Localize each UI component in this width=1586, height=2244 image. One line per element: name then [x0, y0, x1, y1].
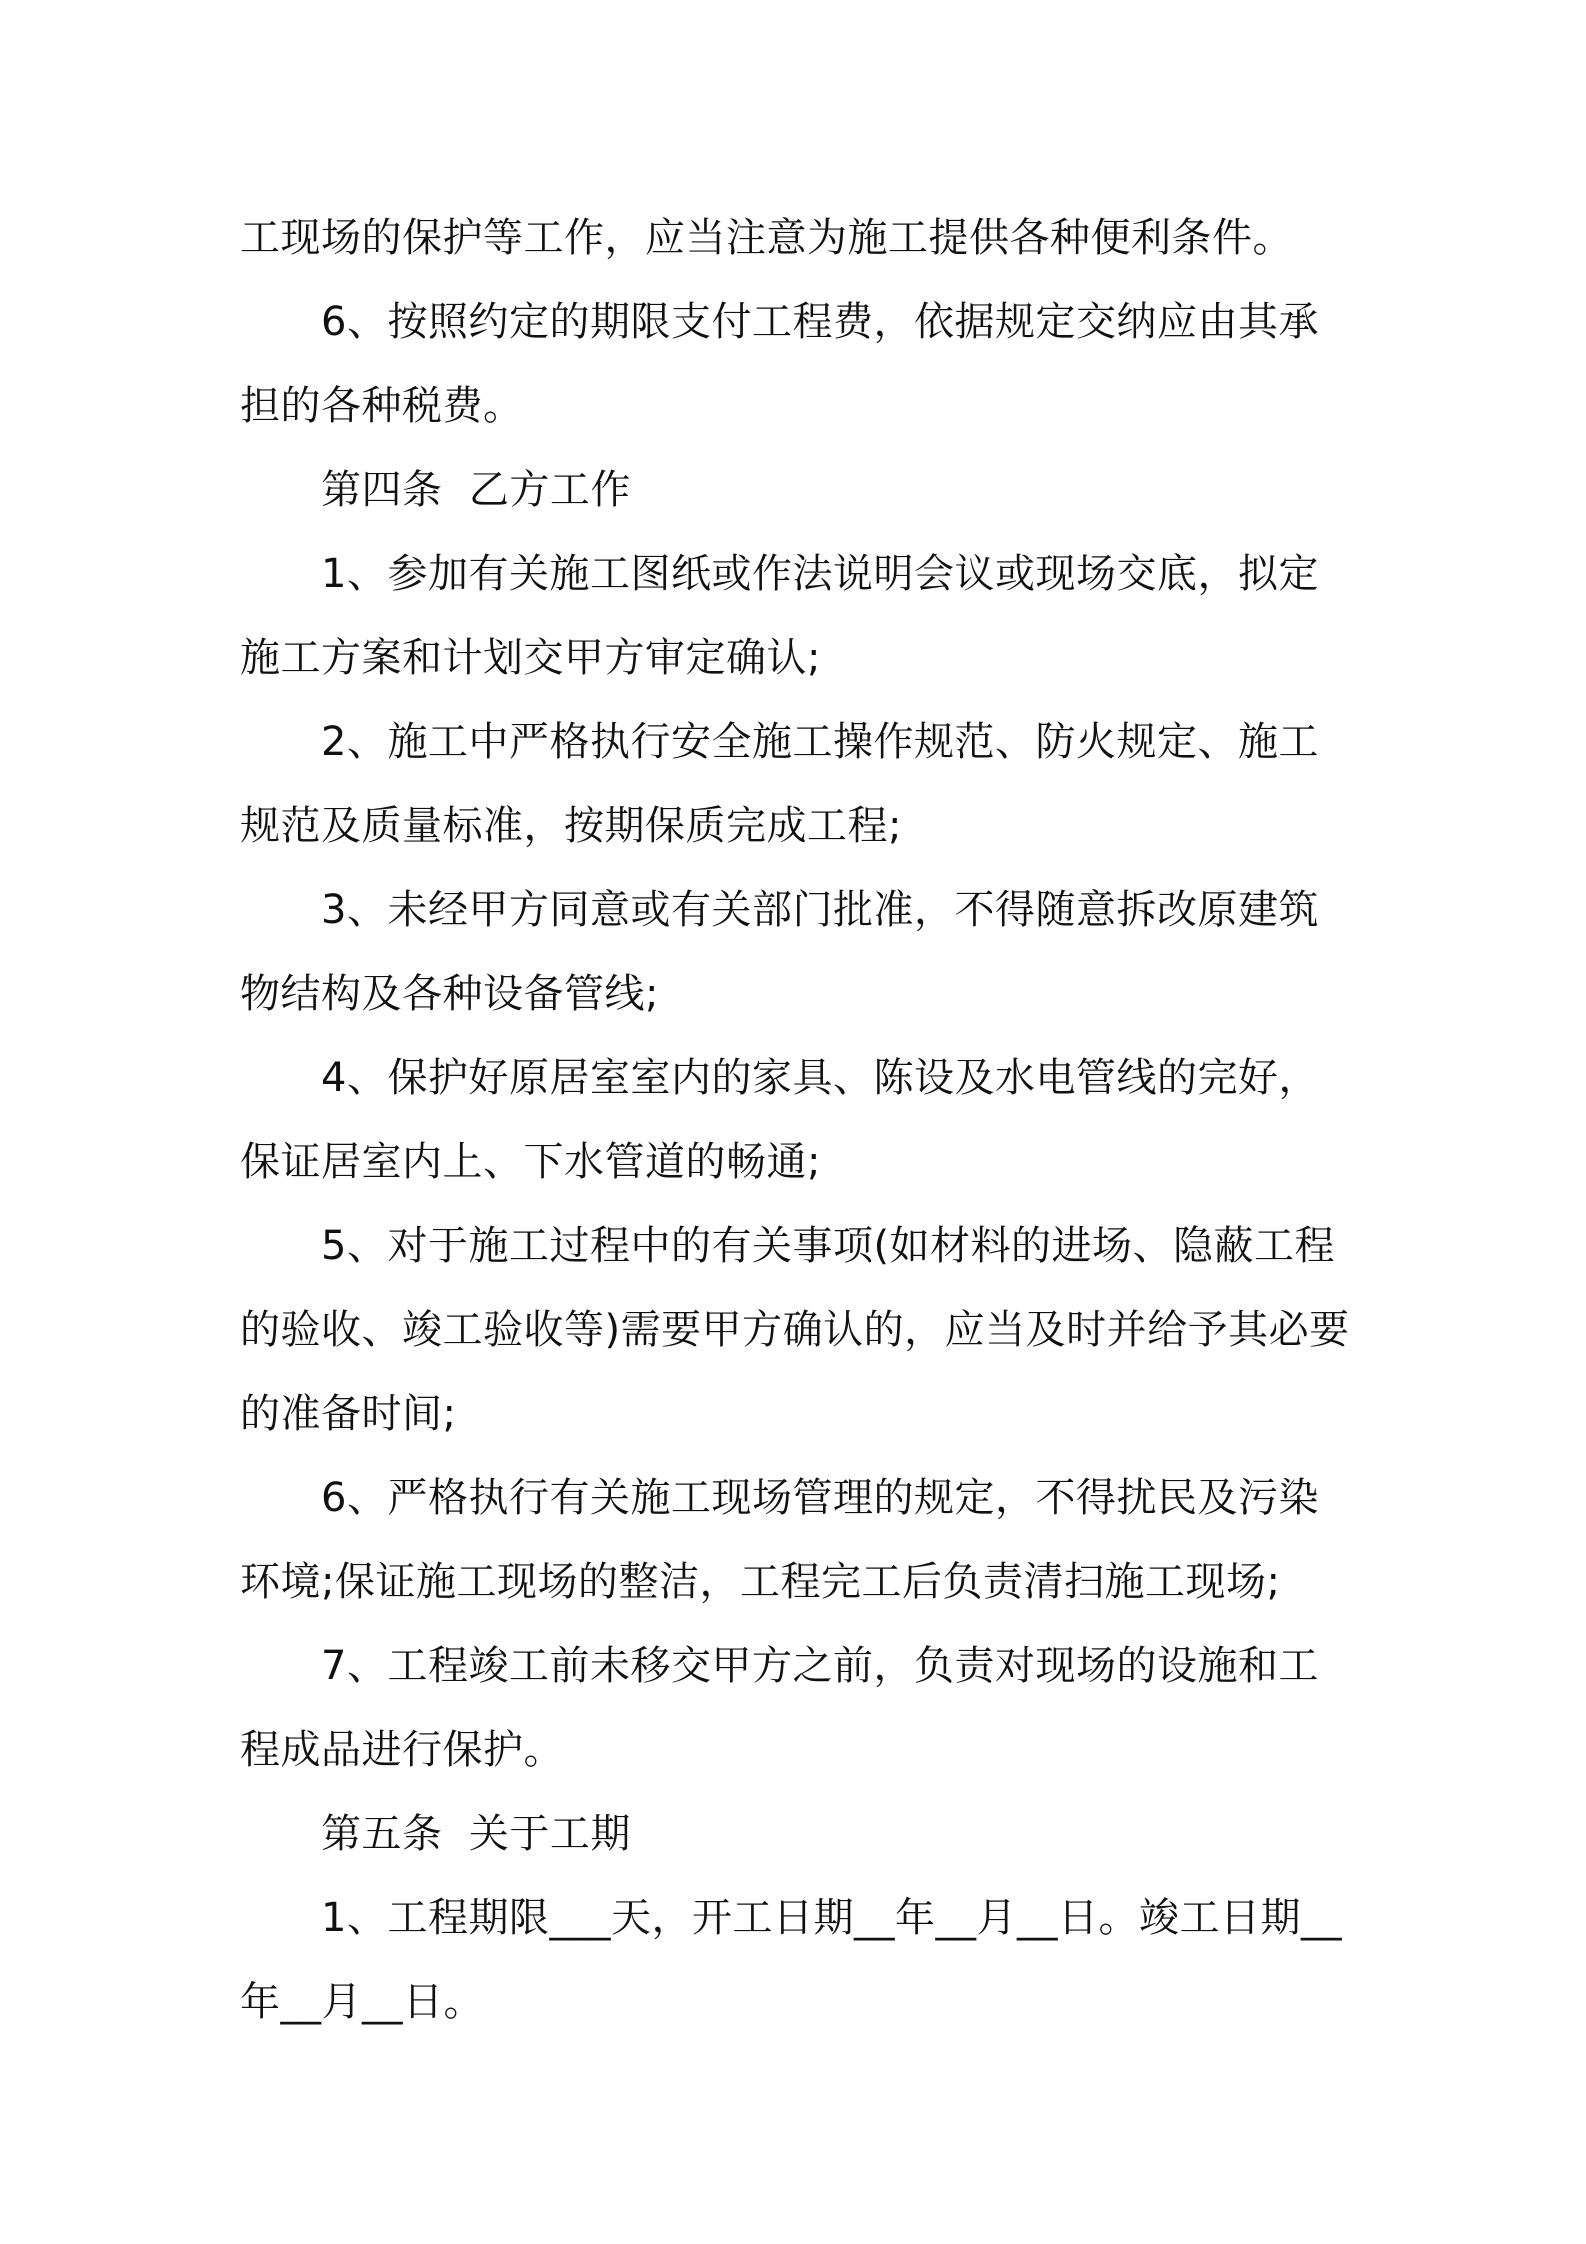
document-body [240, 196, 1355, 2044]
paragraph: 6、按照约定的期限支付工程费，依据规定交纳应由其承担的各种税费。 [240, 299, 1319, 429]
paragraph: 3、未经甲方同意或有关部门批准，不得随意拆改原建筑物结构及各种设备管线; [240, 887, 1319, 1017]
paragraph: 1、参加有关施工图纸或作法说明会议或现场交底，拟定施工方案和计划交甲方审定确认; [240, 551, 1319, 681]
section-heading: 第四条 乙方工作 [240, 467, 631, 513]
paragraph: 工现场的保护等工作，应当注意为施工提供各种便利条件。 [240, 215, 1293, 261]
section-heading: 第五条 关于工期 [240, 1811, 631, 1857]
paragraph: 5、对于施工过程中的有关事项(如材料的进场、隐蔽工程的验收、竣工验收等)需要甲方确认的，应当及时并给予其必要的准备时间; [240, 1223, 1350, 1437]
paragraph: 6、严格执行有关施工现场管理的规定，不得扰民及污染环境;保证施工现场的整洁，工程完工后负责清扫施工现场; [240, 1475, 1319, 1605]
paragraph: 7、工程竣工前未移交甲方之前，负责对现场的设施和工程成品进行保护。 [240, 1643, 1319, 1773]
paragraph: 2、施工中严格执行安全施工操作规范、防火规定、施工规范及质量标准，按期保质完成工程; [240, 719, 1319, 849]
paragraph: 1、工程期限___天，开工日期__年__月__日。竣工日期__年__月__日。 [240, 1895, 1342, 2025]
paragraph: 4、保护好原居室室内的家具、陈设及水电管线的完好，保证居室内上、下水管道的畅通; [240, 1055, 1319, 1185]
